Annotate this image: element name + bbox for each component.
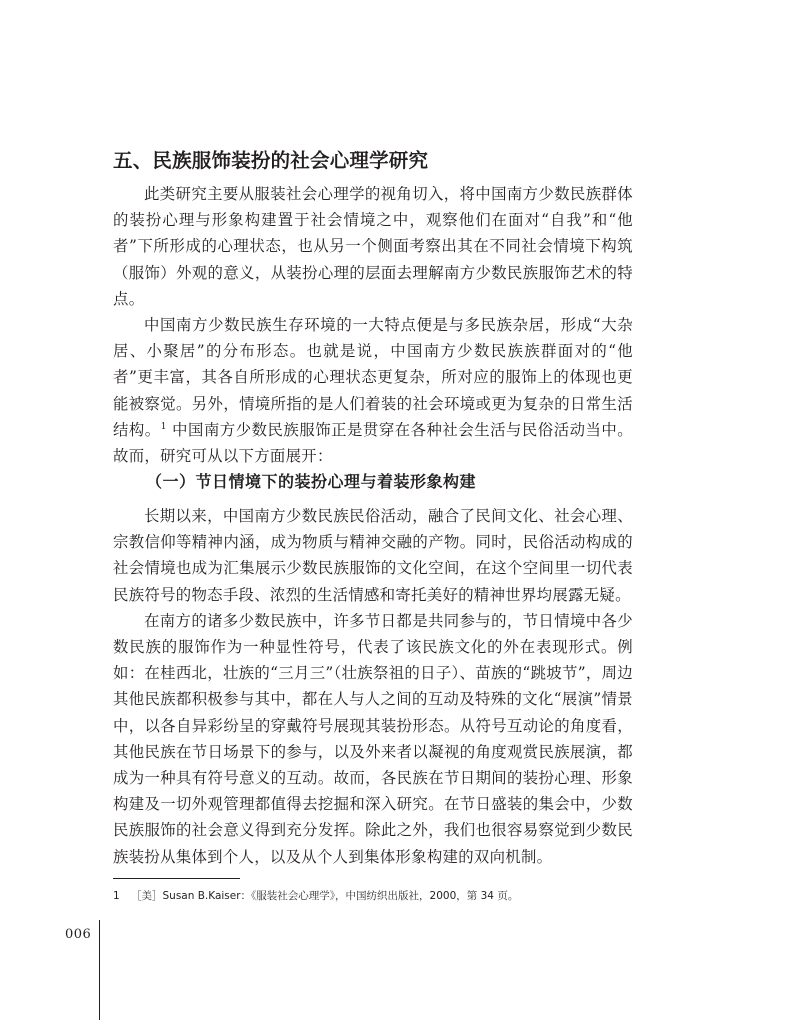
footnote-number: 1 [113, 890, 120, 902]
paragraph-3: 长期以来，中国南方少数民族民俗活动，融合了民间文化、社会心理、宗教信仰等精神内涵，成为物质与精神交融的产物。同时，民俗活动构成的社会情境也成为汇集展示少数民族服饰的文化空间，在这个空间里一切代表民族符号的物态手段、浓烈的生活情感和寄托美好的精神世界均展露无疑。 [113, 507, 633, 604]
footnote-divider [113, 878, 240, 879]
paragraph-2 [113, 312, 633, 469]
footnote-text: ［美］Susan B.Kaiser：《服装社会心理学》，中国纺织出版社，2000，第 34 页。 [131, 890, 519, 902]
footnote-marker[interactable]: 1 [160, 421, 167, 432]
paragraph-2-text: 中国南方少数民族生存环境的一大特点便是与多民族杂居，形成“大杂居、小聚居”的分布形态。也就是说，中国南方少数民族族群面对的“他者”更丰富，其各自所形成的心理状态更复杂，所对应的服饰上的体现也更能被察觉。另外，情境所指的是人们着装的社会环境或更为复杂的日常生活结构。 [113, 316, 633, 439]
page-number: 006 [65, 927, 92, 942]
paragraph-4: 在南方的诸多少数民族中，许多节日都是共同参与的，节日情境中各少数民族的服饰作为一种显性符号，代表了该民族文化的外在表现形式。例如：在桂西北，壮族的“三月三”（壮族祭祖的日子）、苗族的“跳坡节”，周边其他民族都积极参与其中，都在人与人之间的互动及特殊的文化“展演”情景中，以各自异彩纷呈的穿戴符号展现其装扮形态。从符号互动论的角度看，其他民族在节日场景下的参与，以及外来者以凝视的角度观赏民族展演，都成为一种具有符号意义的互动。故而，各民族在节日期间的装扮心理、形象构建及一切外观管理都值得去挖掘和深入研究。在节日盛装的集会中，少数民族服饰的社会意义得到充分发挥。除此之外，我们也很容易察觉到少数民族装扮从集体到个人，以及从个人到集体形象构建的双向机制。 [113, 611, 633, 866]
paragraph-1: 此类研究主要从服装社会心理学的视角切入，将中国南方少数民族群体的装扮心理与形象构建置于社会情境之中，观察他们在面对“自我”和“他者”下所形成的心理状态，也从另一个侧面考察出其在不同社会情境下构筑（服饰）外观的意义，从装扮心理的层面去理解南方少数民族服饰艺术的特点。 [113, 185, 633, 308]
section-body [113, 181, 633, 469]
subsection-body [113, 503, 633, 870]
margin-rule [99, 920, 100, 1020]
footnote [113, 888, 673, 904]
section-heading: 五、民族服饰装扮的社会心理学研究 [113, 149, 429, 172]
subsection-heading: （一）节日情境下的装扮心理与着装形象构建 [146, 472, 477, 491]
paragraph-2-tail: 中国南方少数民族服饰正是贯穿在各种社会生活与民俗活动当中。故而，研究可从以下方面展开： [113, 420, 633, 466]
